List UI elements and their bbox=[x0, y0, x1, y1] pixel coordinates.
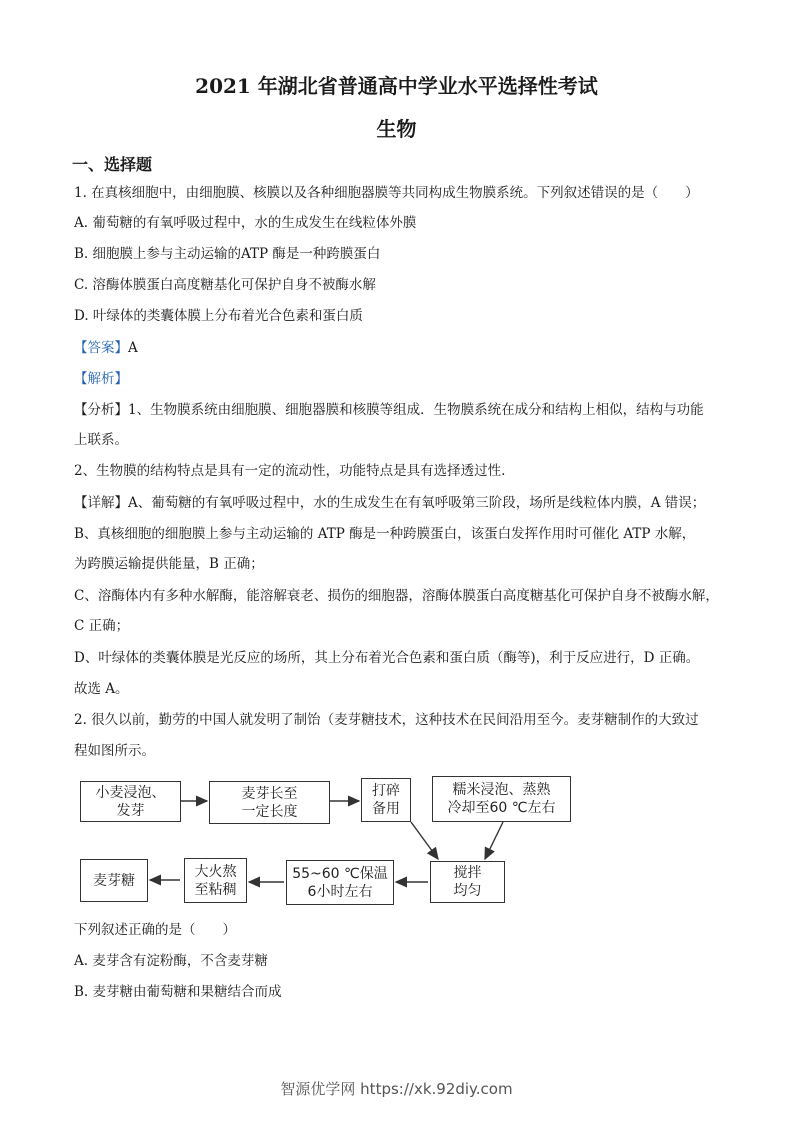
q1-conclusion: 故选 A。 bbox=[74, 681, 129, 697]
q1-option-c: C. 溶酶体膜蛋白高度糖基化可保护自身不被酶水解 bbox=[74, 277, 376, 293]
exam-title: 2021 年湖北省普通高中学业水平选择性考试 bbox=[195, 74, 598, 98]
arrow-b3-b5 bbox=[411, 822, 438, 859]
q1-fenxi-1b: 上联系。 bbox=[74, 432, 128, 448]
flow-box-stir: 搅拌 均匀 bbox=[430, 861, 505, 903]
subject-title: 生物 bbox=[376, 117, 417, 141]
q1-xiangjie-d: D、叶绿体的类囊体膜是光反应的场所，其上分布着光合色素和蛋白质（酶等)，利于反应进行，D 正确。 bbox=[74, 650, 700, 666]
xiangjie-tag: 【详解】 bbox=[74, 495, 128, 511]
flow-box-crush: 打碎 备用 bbox=[361, 778, 411, 822]
q1-option-b: B. 细胞膜上参与主动运输的ATP 酶是一种跨膜蛋白 bbox=[74, 246, 381, 262]
q1-stem: 1. 在真核细胞中，由细胞膜、核膜以及各种细胞器膜等共同构成生物膜系统。下列叙述错误的是（ ） bbox=[74, 185, 699, 201]
q1-option-a: A. 葡萄糖的有氧呼吸过程中，水的生成发生在线粒体外膜 bbox=[74, 215, 417, 231]
fenxi-tag: 【分析】 bbox=[74, 402, 128, 418]
xiangjie-a-text: A、葡萄糖的有氧呼吸过程中，水的生成发生在有氧呼吸第三阶段，场所是线粒体内膜，A 错误； bbox=[128, 495, 706, 511]
fenxi-text-1a: 1、生物膜系统由细胞膜、细胞器膜和核膜等组成．生物膜系统在成分和结构上相似，结构与功能 bbox=[128, 402, 704, 418]
flow-box-keep-warm: 55~60 ℃保温 6小时左右 bbox=[286, 860, 394, 905]
q2-stem-1: 2. 很久以前，勤劳的中国人就发明了制饴（麦芽糖技术，这种技术在民间沿用至今。麦芽糖制作的大致过 bbox=[74, 712, 699, 728]
q2-option-a: A. 麦芽含有淀粉酶，不含麦芽糖 bbox=[74, 953, 268, 969]
q1-xiangjie-c2: C 正确； bbox=[74, 618, 130, 634]
section-heading: 一、选择题 bbox=[72, 155, 153, 174]
flow-box-maltose: 麦芽糖 bbox=[80, 859, 148, 902]
q1-xiangjie-b1: B、真核细胞的细胞膜上参与主动运输的 ATP 酶是一种跨膜蛋白，该蛋白发挥作用时可催化 ATP 水解， bbox=[74, 526, 696, 542]
q1-xiangjie-b2: 为跨膜运输提供能量，B 正确； bbox=[74, 556, 264, 572]
q1-xiangjie-c1: C、溶酶体内有多种水解酶，能溶解衰老、损伤的细胞器，溶酶体膜蛋白高度糖基化可保护自身不被酶水解， bbox=[74, 588, 719, 604]
q2-option-b: B. 麦芽糖由葡萄糖和果糖结合而成 bbox=[74, 984, 282, 1000]
q2-stem-2: 程如图所示。 bbox=[74, 743, 155, 759]
q1-option-d: D. 叶绿体的类囊体膜上分布着光合色素和蛋白质 bbox=[74, 308, 363, 324]
flow-box-soak-sprout: 小麦浸泡、 发芽 bbox=[80, 781, 181, 822]
footer-watermark: 智源优学网 https://xk.92diy.com bbox=[280, 1080, 513, 1098]
q1-fenxi-2: 2、生物膜的结构特点是具有一定的流动性，功能特点是具有选择透过性. bbox=[74, 463, 506, 479]
flow-box-grow-malt: 麦芽长至 一定长度 bbox=[209, 781, 330, 824]
q2-prompt: 下列叙述正确的是（ ） bbox=[74, 922, 236, 938]
flow-box-boil: 大火熬 至粘稠 bbox=[184, 858, 247, 903]
answer-value: A bbox=[128, 340, 138, 356]
answer-tag: 【答案】 bbox=[74, 340, 128, 356]
arrow-b4-b5 bbox=[485, 822, 503, 859]
analysis-tag: 【解析】 bbox=[74, 371, 128, 387]
flow-box-glutinous-rice: 糯米浸泡、蒸熟 冷却至60 ℃左右 bbox=[432, 776, 571, 822]
